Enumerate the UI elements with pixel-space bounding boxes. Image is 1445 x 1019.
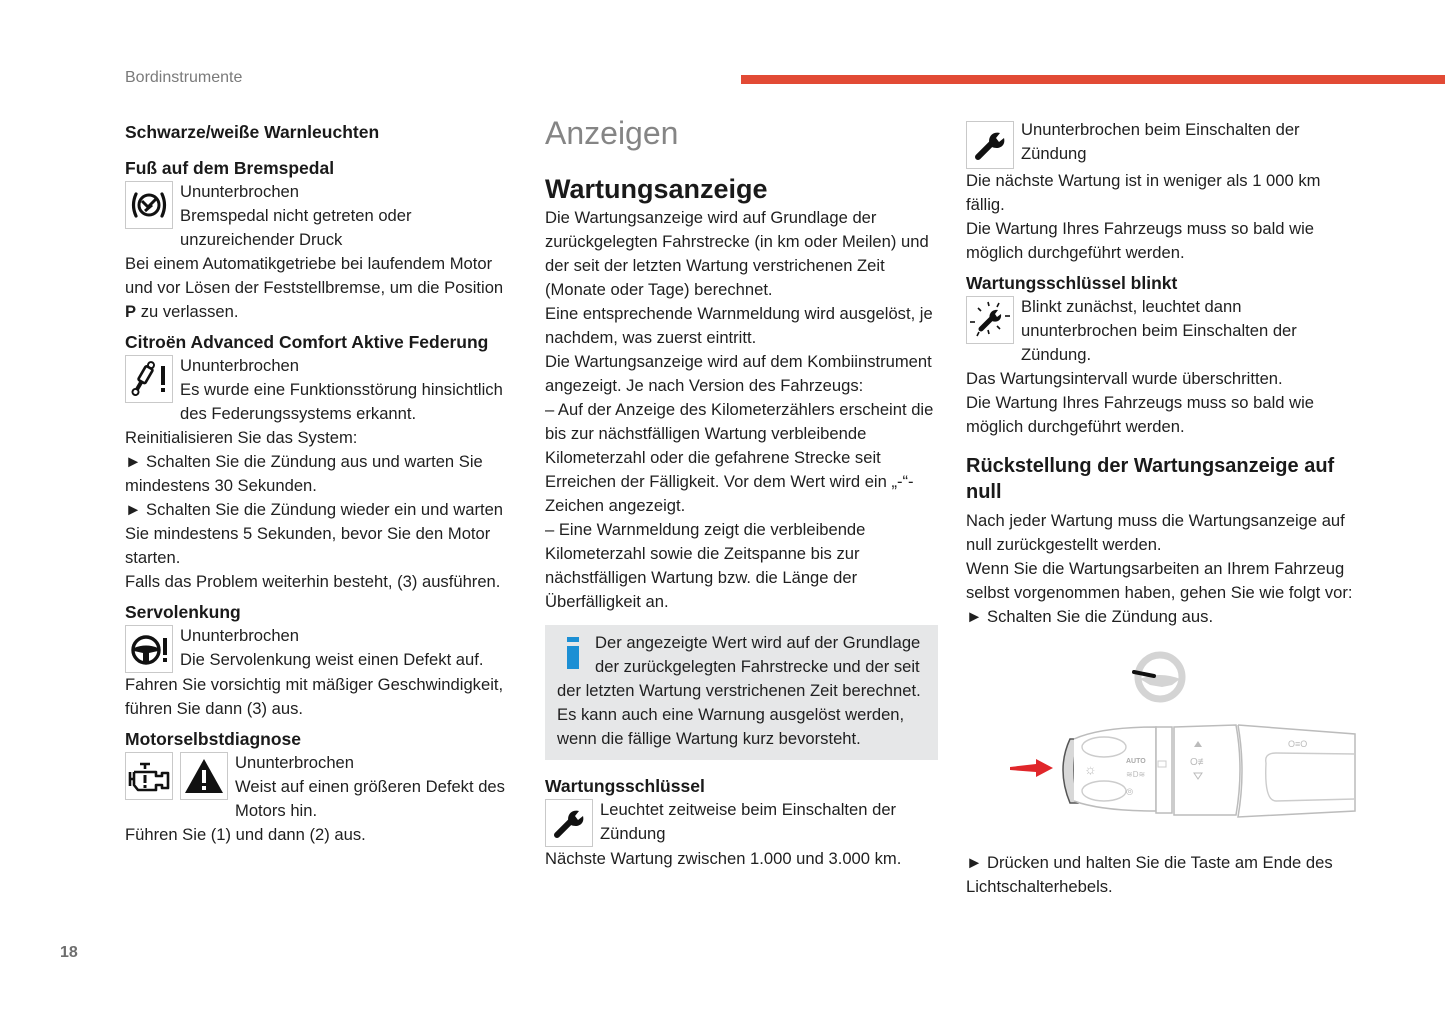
section-heading: Schwarze/weiße Warnleuchten <box>125 122 380 142</box>
steering-advice: Fahren Sie vorsichtig mit mäßiger Geschwindigkeit, führen Sie dann (3) aus. <box>125 675 504 718</box>
reset-paragraph-1: Nach jeder Wartung muss die Wartungsanzeige auf null zurückgestellt werden. <box>966 511 1345 554</box>
paragraph-2: Eine entsprechende Warnmeldung wird ausgelöst, je nachdem, was zuerst eintritt. <box>545 304 933 347</box>
reset-step-1: ► Schalten Sie die Zündung aus. <box>966 607 1214 626</box>
svg-text:≋D≋: ≋D≋ <box>1126 770 1146 779</box>
wrench-entry <box>545 798 940 871</box>
column-displays <box>545 115 940 871</box>
engine-advice: Führen Sie (1) und dann (2) aus. <box>125 825 366 844</box>
wrench-steady-info: Die nächste Wartung ist in weniger als 1 000 km fällig. <box>966 171 1321 214</box>
brake-title: Fuß auf dem Bremspedal <box>125 158 335 178</box>
wrench-blink-advice: Die Wartung Ihres Fahrzeugs muss so bald wie möglich durchgeführt werden. <box>966 393 1314 436</box>
suspension-text: Es wurde eine Funktionsstörung hinsichtlich des Federungssystems erkannt. <box>180 380 503 423</box>
reset-title: Rückstellung der Wartungsanzeige auf null <box>966 455 1335 503</box>
reset-paragraph-2: Wenn Sie die Wartungsarbeiten an Ihrem Fahrzeug selbst vorgenommen haben, gehen Sie wie folgt vor: <box>966 559 1353 602</box>
suspension-status: Ununterbrochen <box>180 356 300 375</box>
wrench-blink-entry <box>966 295 1361 439</box>
wrench-icon <box>545 799 593 847</box>
suspension-warning-icon <box>125 355 173 403</box>
paragraph-3: Die Wartungsanzeige wird auf dem Kombiinstrument angezeigt. Je nach Version des Fahrzeugs: <box>545 352 932 395</box>
svg-text:AUTO: AUTO <box>1126 758 1146 765</box>
brake-foot-icon <box>125 181 173 229</box>
steering-wheel-stalk-illustration <box>966 641 1361 851</box>
column-service <box>966 118 1361 899</box>
wrench-icon <box>966 121 1014 169</box>
warning-triangle-icon <box>180 752 228 800</box>
steering-status: Ununterbrochen <box>180 626 300 645</box>
info-note <box>545 625 938 760</box>
svg-text:☼: ☼ <box>1084 761 1097 777</box>
brake-status: Ununterbrochen <box>180 182 300 201</box>
engine-warning-icon <box>125 752 173 800</box>
wrench-title: Wartungsschlüssel <box>545 776 705 796</box>
suspension-fallback: Falls das Problem weiterhin besteht, (3) ausführen. <box>125 572 501 591</box>
svg-text:⦾: ⦾ <box>1126 787 1134 797</box>
header-accent-bar <box>741 75 1445 84</box>
steering-title: Servolenkung <box>125 602 241 622</box>
suspension-entry <box>125 354 517 594</box>
engine-text: Weist auf einen größeren Defekt des Motors hin. <box>235 777 505 820</box>
paragraph-1: Die Wartungsanzeige wird auf Grundlage der zurückgelegten Fahrstrecke (in km oder Meilen) und der seit der letzten Wartung verstrichenen Zeit (Monate oder Tage) berechnet. <box>545 208 929 299</box>
suspension-title: Citroën Advanced Comfort Aktive Federung <box>125 332 489 352</box>
wrench-blink-info: Das Wartungsintervall wurde überschritten. <box>966 369 1283 388</box>
engine-title: Motorselbstdiagnose <box>125 729 301 749</box>
info-icon <box>567 637 579 669</box>
light-stalk-figure <box>966 641 1361 851</box>
info-text: Der angezeigte Wert wird auf der Grundlage der zurückgelegten Fahrstrecke und der seit der letzten Wartung verstrichenen Zeit berechnet. Es kann auch eine Warnung ausgelöst werden, wenn die fällige Wartung kurz bevorsteht. <box>557 633 921 748</box>
wrench-blink-title: Wartungsschlüssel blinkt <box>966 273 1178 293</box>
brake-entry <box>125 180 517 324</box>
dash-item-2: – Eine Warnmeldung zeigt die verbleibende Kilometerzahl sowie die Zeitspanne bis zur nächstfälligen Wartung bzw. die Länge der Überfälligkeit an. <box>545 520 866 611</box>
engine-status: Ununterbrochen <box>235 753 355 772</box>
steering-text: Die Servolenkung weist einen Defekt auf. <box>180 650 484 669</box>
brake-text: Bremspedal nicht getreten oder unzureichender Druck <box>180 206 412 249</box>
suspension-step-1: ► Schalten Sie die Zündung aus und warten Sie mindestens 30 Sekunden. <box>125 452 483 495</box>
dash-item-1: – Auf der Anzeige des Kilometerzählers erscheint die bis zur nächstfälligen Wartung verbleibende Kilometerzahl oder die gefahrene Strecke seit Erreichen der Fälligkeit. Vor dem Wert wird ein „-“-Zeichen angezeigt. <box>545 400 934 515</box>
steering-warning-icon <box>125 625 173 673</box>
wrench-blink-text: Blinkt zunächst, leuchtet dann ununterbrochen beim Einschalten der Zündung. <box>1021 297 1297 364</box>
wrench-flashing-icon <box>966 296 1014 344</box>
brake-text-automatic: Bei einem Automatikgetriebe bei laufendem Motor und vor Lösen der Feststellbremse, um die Position P zu verlassen. <box>125 254 504 321</box>
page-number: 18 <box>60 944 78 961</box>
main-title: Wartungsanzeige <box>545 174 768 204</box>
engine-entry <box>125 751 517 847</box>
section-title: Anzeigen <box>545 115 679 151</box>
column-warning-lights <box>125 118 517 847</box>
suspension-reinit: Reinitialisieren Sie das System: <box>125 428 358 447</box>
wrench-steady-entry <box>966 118 1361 265</box>
svg-text:O≢: O≢ <box>1190 757 1208 768</box>
running-title: Bordinstrumente <box>125 69 243 86</box>
reset-step-2: ► Drücken und halten Sie die Taste am Ende des Lichtschalterhebels. <box>966 853 1333 896</box>
wrench-next-service: Nächste Wartung zwischen 1.000 und 3.000 km. <box>545 849 902 868</box>
wrench-steady-text: Ununterbrochen beim Einschalten der Zündung <box>1021 120 1300 163</box>
svg-text:O≡O: O≡O <box>1288 739 1308 749</box>
suspension-step-2: ► Schalten Sie die Zündung wieder ein und warten Sie mindestens 5 Sekunden, bevor Sie den Motor starten. <box>125 500 504 567</box>
wrench-steady-advice: Die Wartung Ihres Fahrzeugs muss so bald wie möglich durchgeführt werden. <box>966 219 1314 262</box>
steering-entry <box>125 624 517 721</box>
wrench-text: Leuchtet zeitweise beim Einschalten der Zündung <box>600 800 897 843</box>
